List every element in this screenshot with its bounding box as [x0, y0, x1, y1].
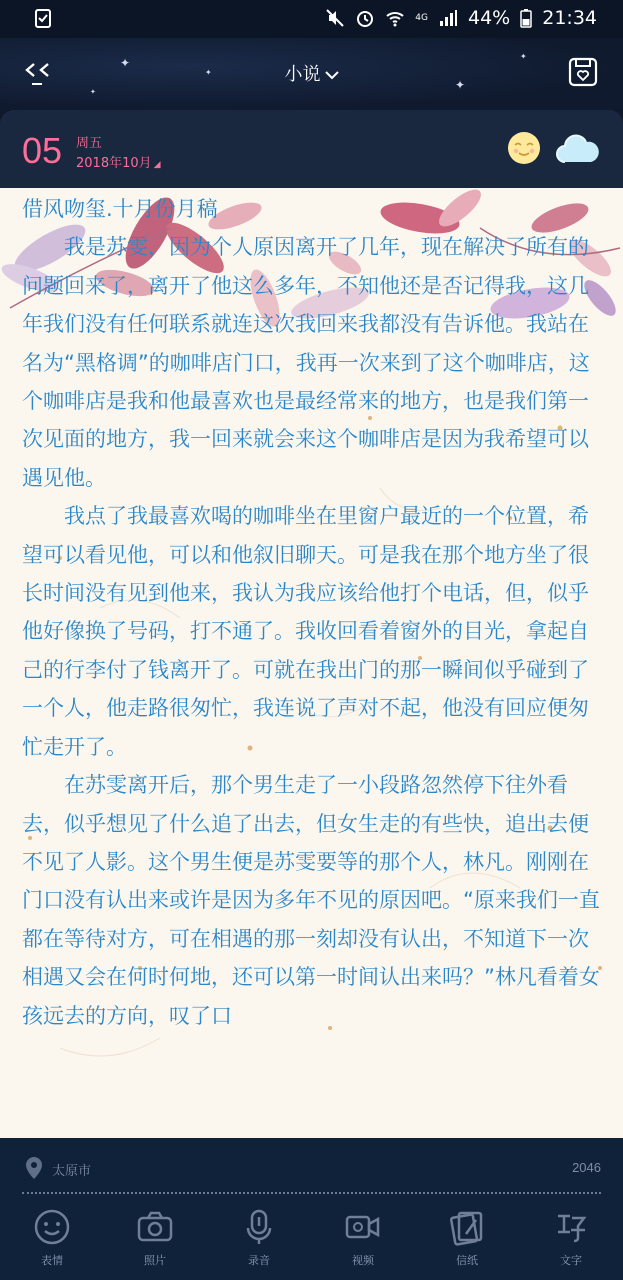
tool-photo-button[interactable] [115, 1208, 195, 1268]
clipboard-status-icon [34, 8, 52, 32]
tool-label: 表情 [41, 1254, 63, 1267]
network-type: 4G [415, 13, 428, 23]
mood-button[interactable] [506, 130, 542, 166]
text-icon [552, 1208, 590, 1246]
tool-label: 信纸 [456, 1254, 478, 1267]
diary-text[interactable] [22, 190, 602, 1035]
battery-percent: 44% [468, 7, 511, 29]
camera-icon [136, 1208, 174, 1246]
wifi-icon [385, 8, 405, 28]
diary-paragraph: 在苏雯离开后，那个男生走了一小段路忽然停下往外看去，似乎想见了什么追了出去，但女生走的有些快，追出去便不见了人影。这个男生便是苏雯要等的那个人，林凡。刚刚在门口没有认出来或许是因为多年不见的原因吧。“原来我们一直都在等待对方，可在相遇的那一刻却没有认出，不知道下一次相遇又会在何时何地，还可以第一时间认出来吗？”林凡看着女孩远去的方向，叹了口 [22, 773, 600, 1028]
bottom-toolbar [0, 1198, 623, 1280]
diary-content-area[interactable] [0, 188, 623, 1138]
clock: 21:34 [542, 7, 597, 29]
cloud-icon [555, 132, 601, 166]
date-month-picker[interactable] [76, 152, 161, 171]
category-label: 小说 [284, 64, 321, 85]
smiley-icon [33, 1208, 71, 1246]
save-heart-icon [567, 56, 599, 88]
tool-emoji-button[interactable] [12, 1208, 92, 1268]
status-bar [0, 0, 623, 38]
location-city[interactable]: 太原市 [52, 1164, 92, 1179]
signal-icon [438, 8, 458, 28]
alarm-icon [355, 8, 375, 28]
stationery-icon [448, 1208, 486, 1246]
category-dropdown[interactable] [0, 60, 623, 86]
save-button[interactable] [567, 56, 599, 88]
tool-label: 视频 [352, 1254, 374, 1267]
mute-icon [325, 8, 345, 28]
location-pin-icon [24, 1156, 44, 1180]
nav-bar: ✦ ✦ ✦ ✦ ✦ 小说 [0, 38, 623, 110]
tool-label: 照片 [144, 1254, 166, 1267]
date-month-label: 2018年10月 [76, 156, 152, 171]
diary-paragraph: 我点了我最喜欢喝的咖啡坐在里窗户最近的一个位置，希望可以看见他，可以和他叙旧聊天。可是我在那个地方坐了很长时间没有见到他来，我认为我应该给他打个电话，但，似乎他好像换了号码，打不通了。我收回看着窗外的目光，拿起自己的行李付了钱离开了。可就在我出门的那一瞬间似乎碰到了一个人，他走路很匆忙，我连说了声对不起，他没有回应便匆忙走开了。 [22, 504, 589, 759]
weather-button[interactable] [555, 132, 601, 166]
tool-text-button[interactable] [531, 1208, 611, 1268]
tool-label: 录音 [248, 1254, 270, 1267]
microphone-icon [240, 1208, 278, 1246]
triangle-down-icon: ◢ [153, 160, 161, 170]
tool-stationery-button[interactable] [427, 1208, 507, 1268]
content-face-icon [506, 130, 542, 166]
diary-title: 借风吻玺.十月份月稿 [22, 197, 218, 221]
diary-paragraph: 我是苏雯，因为个人原因离开了几年，现在解决了所有的问题回来了，离开了他这么多年，不知他还是否记得我，这几年我们没有任何联系就连这次我回来我都没有告诉他。我站在名为“黑格调”的咖啡店门口，我再一次来到了这个咖啡店，这个咖啡店是我和他最喜欢也是最经常来的地方，也是我们第一次见面的地方，我一回来就会来这个咖啡店是因为我希望可以遇见他。 [22, 235, 590, 490]
battery-icon [520, 8, 532, 28]
chevron-down-icon [325, 64, 339, 85]
tool-label: 文字 [560, 1254, 582, 1267]
video-icon [344, 1208, 382, 1246]
date-day: 05 [22, 130, 63, 171]
date-weekday: 周五 [76, 136, 103, 151]
location-bar [0, 1138, 623, 1198]
dotted-divider [22, 1192, 601, 1194]
tool-audio-button[interactable] [219, 1208, 299, 1268]
word-count: 2046 [572, 1160, 601, 1175]
tool-video-button[interactable] [323, 1208, 403, 1268]
